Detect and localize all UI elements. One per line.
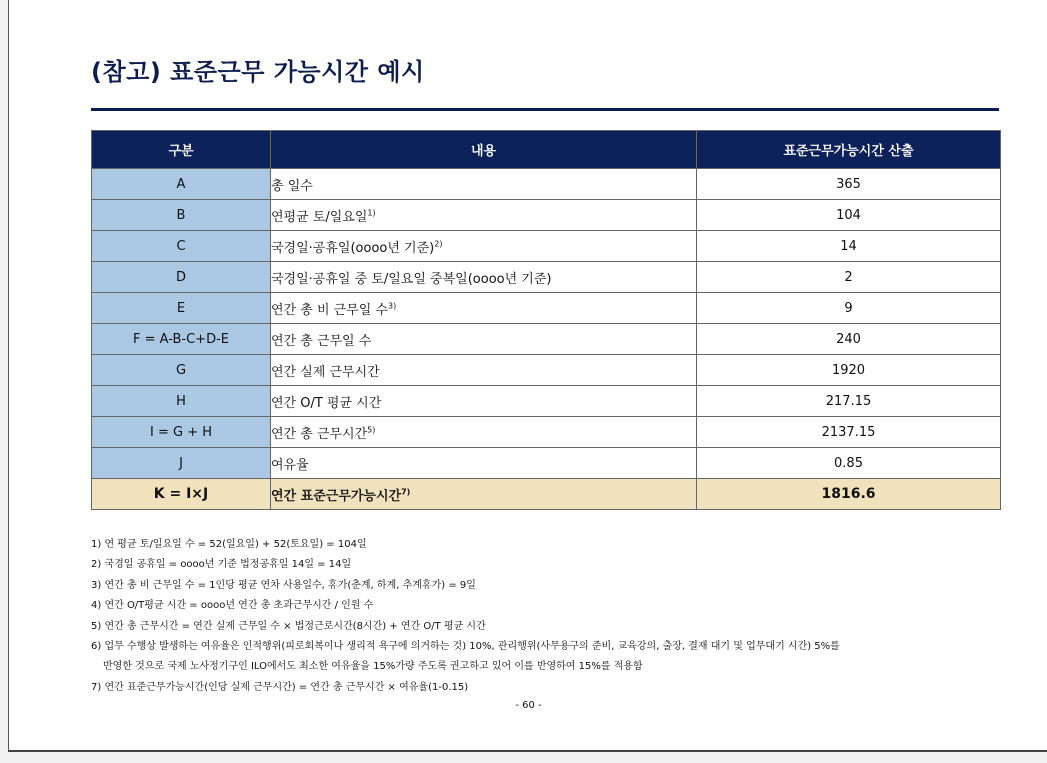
row-content xyxy=(271,231,697,262)
row-content-text: 연간 총 근무시간 xyxy=(271,426,368,442)
row-label: G xyxy=(92,355,271,386)
footnote-continued: 반영한 것으로 국제 노사정기구인 ILO에서도 최소한 여유율을 15%가량 주도록 권고하고 있어 이를 반영하여 15%를 적용함 xyxy=(103,661,643,673)
row-content xyxy=(271,448,697,479)
footnote-ref: 5) xyxy=(367,425,376,435)
row-content-text: 연간 총 비 근무일 수 xyxy=(271,302,388,318)
page-number: - 60 - xyxy=(515,700,542,711)
row-content-text: 연간 실제 근무시간 xyxy=(271,364,380,380)
footnote: 3) 연간 총 비 근무일 수 = 1인당 평균 연차 사용일수, 휴가(춘계, 하계, 추계휴가) = 9일 xyxy=(91,579,476,591)
footnote-ref: 7) xyxy=(401,487,411,497)
row-label: B xyxy=(92,200,271,231)
footnote: 6) 업무 수행상 발생하는 여유율은 인적행위(피로회복이나 생리적 욕구에 의거하는 것) 10%, 관리행위(사무용구의 준비, 교육강의, 출장, 결재 대기 및 업무대기 시간) 5%를 xyxy=(91,641,840,653)
row-label: K = I×J xyxy=(92,479,271,510)
row-content xyxy=(271,386,697,417)
row-content xyxy=(271,169,697,200)
row-value: 217.15 xyxy=(697,386,1001,417)
document-page xyxy=(8,0,1047,752)
row-content-text: 여유율 xyxy=(271,457,309,473)
row-value: 2 xyxy=(697,262,1001,293)
row-label: A xyxy=(92,169,271,200)
row-value: 14 xyxy=(697,231,1001,262)
row-content-text: 연간 표준근무가능시간 xyxy=(271,488,402,504)
header-content: 내용 xyxy=(271,131,697,169)
row-label: H xyxy=(92,386,271,417)
footnote: 2) 국경일 공휴일 = oooo년 기준 법정공휴일 14일 = 14일 xyxy=(91,559,352,571)
row-label: C xyxy=(92,231,271,262)
header-category: 구분 xyxy=(92,131,271,169)
footnotes xyxy=(91,535,1011,698)
row-value: 9 xyxy=(697,293,1001,324)
row-value: 2137.15 xyxy=(697,417,1001,448)
row-value: 104 xyxy=(697,200,1001,231)
page-title: (참고) 표준근무 가능시간 예시 xyxy=(91,58,425,86)
row-content xyxy=(271,417,697,448)
footnote: 5) 연간 총 근무시간 = 연간 실제 근무일 수 × 법정근로시간(8시간) + 연간 O/T 평균 시간 xyxy=(91,620,486,632)
row-content xyxy=(271,324,697,355)
row-label: J xyxy=(92,448,271,479)
table-row xyxy=(92,324,1001,355)
table-total-row xyxy=(92,479,1001,510)
table-row xyxy=(92,355,1001,386)
row-value: 365 xyxy=(697,169,1001,200)
row-value: 1816.6 xyxy=(697,479,1001,510)
table-row xyxy=(92,200,1001,231)
row-content-text: 연간 총 근무일 수 xyxy=(271,333,372,349)
row-value: 1920 xyxy=(697,355,1001,386)
table-row xyxy=(92,386,1001,417)
row-value: 240 xyxy=(697,324,1001,355)
footnote-ref: 1) xyxy=(367,208,376,218)
row-label: E xyxy=(92,293,271,324)
row-label: F = A-B-C+D-E xyxy=(92,324,271,355)
table-row xyxy=(92,262,1001,293)
footnote: 7) 연간 표준근무가능시간(인당 실제 근무시간) = 연간 총 근무시간 × 여유율(1-0.15) xyxy=(91,681,469,693)
table-row xyxy=(92,293,1001,324)
row-content xyxy=(271,200,697,231)
footnote-ref: 2) xyxy=(434,239,443,249)
row-content xyxy=(271,479,697,510)
table-body xyxy=(92,169,1001,510)
row-content-text: 연간 O/T 평균 시간 xyxy=(271,395,382,411)
row-content-text: 국경일·공휴일 중 토/일요일 중복일(oooo년 기준) xyxy=(271,271,552,287)
footnote-ref: 3) xyxy=(388,301,397,311)
footnote: 1) 연 평균 토/일요일 수 = 52(일요일) + 52(토요일) = 104일 xyxy=(91,539,367,550)
table-row xyxy=(92,169,1001,200)
row-content-text: 국경일·공휴일(oooo년 기준) xyxy=(271,240,435,256)
row-label: D xyxy=(92,262,271,293)
row-content xyxy=(271,355,697,386)
row-content xyxy=(271,293,697,324)
table-header-row xyxy=(92,131,1001,169)
title-divider xyxy=(91,108,999,111)
row-content-text: 연평균 토/일요일 xyxy=(271,209,368,225)
table-row xyxy=(92,448,1001,479)
header-calculation: 표준근무가능시간 산출 xyxy=(697,131,1001,169)
table-row xyxy=(92,231,1001,262)
row-content-text: 총 일수 xyxy=(271,178,313,194)
row-label: I = G + H xyxy=(92,417,271,448)
row-value: 0.85 xyxy=(697,448,1001,479)
footnote: 4) 연간 O/T평균 시간 = oooo년 연간 총 초과근무시간 / 인원 수 xyxy=(91,600,374,612)
table-row xyxy=(92,417,1001,448)
row-content xyxy=(271,262,697,293)
standard-work-hours-table xyxy=(91,130,1001,510)
